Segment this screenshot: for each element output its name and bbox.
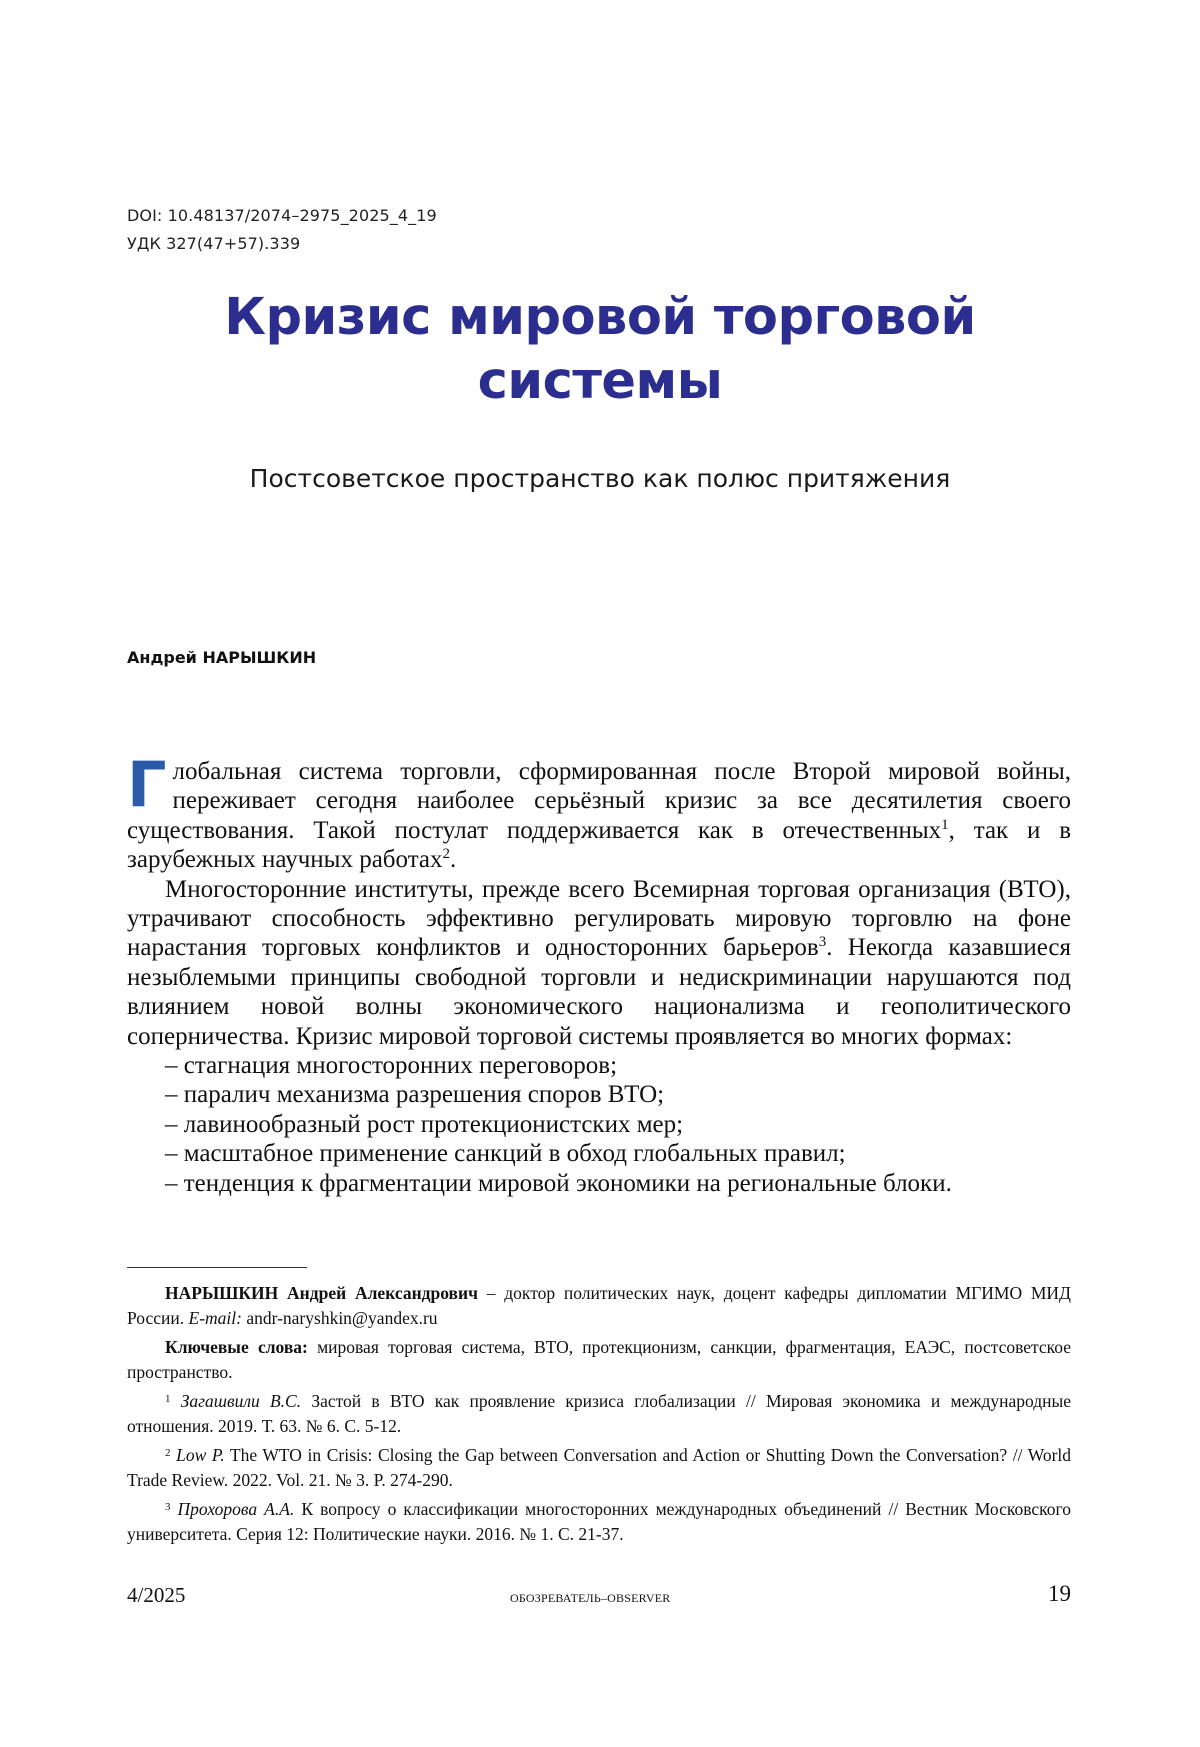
list-item: – стагнация многосторонних переговоров; (165, 1051, 1071, 1080)
journal-name: ОБОЗРЕВАТЕЛЬ–OBSERVER (510, 1591, 670, 1606)
footnote-ref-1[interactable]: 1 (941, 817, 949, 833)
footnote-author: Low P. (176, 1445, 225, 1465)
list-item: – паралич механизма разрешения споров ВТО; (165, 1080, 1071, 1109)
page-number: 19 (1048, 1581, 1071, 1607)
email-label: E-mail: (189, 1308, 242, 1328)
footnote-3 (127, 1497, 1071, 1547)
footnotes-section (127, 1281, 1071, 1551)
footnote-ref-2[interactable]: 2 (443, 846, 451, 862)
keywords-text: мировая торговая система, ВТО, протекционизм, санкции, фрагментация, ЕАЭС, постсоветское пространство. (127, 1337, 1071, 1382)
article-body (127, 757, 1071, 1198)
footnote-number: 1 (165, 1393, 171, 1405)
paragraph-2-text-a: Многосторонние институты, прежде всего Всемирная торговая организация (ВТО), утрачивают способность эффективно регулировать мировую торговлю на фоне нарастания торговых конфликтов и односторонних барьеров (127, 876, 1071, 962)
paragraph-2 (127, 875, 1071, 1051)
footnote-number: 3 (165, 1501, 171, 1513)
article-title (120, 286, 1080, 414)
drop-cap: Г (127, 759, 167, 811)
footnote-divider (127, 1267, 307, 1268)
journal-page (0, 0, 1200, 1747)
footnote-1 (127, 1389, 1071, 1439)
paragraph-1-text-a: лобальная система торговли, сформированная после Второй мировой войны, переживает сегодня наиболее серьёзный кризис за все десятилетия своего существования. Такой постулат поддерживается как в отечественных (127, 758, 1071, 844)
author-name: Андрей НАРЫШКИН (127, 648, 316, 667)
article-subtitle: Постсоветское пространство как полюс притяжения (120, 464, 1080, 493)
list-item: – масштабное применение санкций в обход глобальных правил; (165, 1139, 1071, 1168)
keywords (127, 1335, 1071, 1385)
footnote-text: Застой в ВТО как проявление кризиса глобализации // Мировая экономика и международные отношения. 2019. Т. 63. № 6. С. 5-12. (127, 1391, 1071, 1436)
footnote-author: Прохорова А.А. (178, 1499, 295, 1519)
paragraph-1-text-c: . (450, 846, 456, 873)
author-full-name: НАРЫШКИН Андрей Александрович (165, 1283, 478, 1303)
footnote-ref-3[interactable]: 3 (819, 934, 827, 950)
issue-number: 4/2025 (127, 1583, 185, 1608)
footnote-author: Загашвили В.С. (181, 1391, 301, 1411)
title-line-1: Кризис мировой торговой (120, 286, 1080, 350)
title-line-2: системы (120, 350, 1080, 414)
udk-line: УДК 327(47+57).339 (127, 234, 300, 253)
doi-line: DOI: 10.48137/2074–2975_2025_4_19 (127, 206, 437, 225)
author-description: – доктор политических наук, доцент кафедры дипломатии МГИМО МИД России. (127, 1283, 1071, 1328)
crisis-forms-list (127, 1051, 1071, 1198)
paragraph-1-text-b: , так и в зарубежных научных работах (127, 817, 1071, 873)
paragraph-1 (127, 757, 1071, 875)
footnote-text: К вопросу о классификации многосторонних международных объединений // Вестник Московского университета. Серия 12: Политические науки. 2016. № 1. С. 21-37. (127, 1499, 1071, 1544)
footnote-text: The WTO in Crisis: Closing the Gap between Conversation and Action or Shutting Down the Conversation? // World Trade Review. 2022. Vol. 21. № 3. P. 274-290. (127, 1445, 1071, 1490)
footnote-2 (127, 1443, 1071, 1493)
list-item: – тенденция к фрагментации мировой экономики на региональные блоки. (165, 1169, 1071, 1198)
keywords-label: Ключевые слова: (165, 1337, 308, 1357)
author-info (127, 1281, 1071, 1331)
list-item: – лавинообразный рост протекционистских мер; (165, 1110, 1071, 1139)
author-email[interactable]: andr-naryshkin@yandex.ru (242, 1308, 438, 1328)
paragraph-2-text-b: . Некогда казавшиеся незыблемыми принципы свободной торговли и недискриминации нарушаются под влиянием новой волны экономического национализма и геополитического соперничества. Кризис мировой торговой системы проявляется во многих формах: (127, 934, 1071, 1049)
footnote-number: 2 (165, 1447, 171, 1459)
